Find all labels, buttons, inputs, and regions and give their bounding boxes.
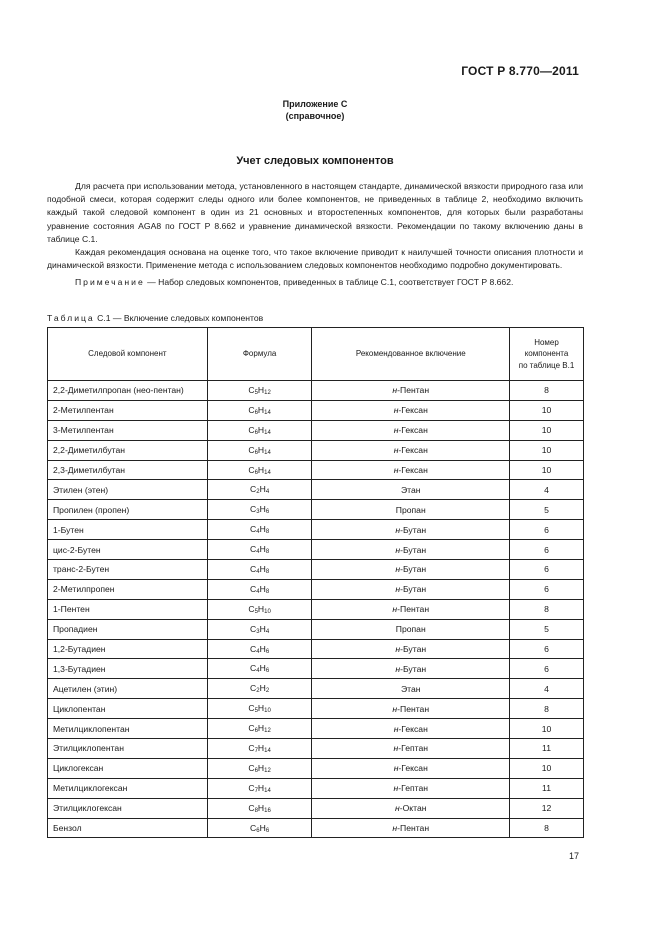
formula-subscript: 2 [256,489,260,496]
component-number: 8 [510,818,584,838]
table-row [48,798,584,818]
recommended-component: -Бутан [400,564,427,575]
formula-element: H [257,742,265,753]
table-header-row [48,328,584,381]
component-name: Метилциклогексан [48,778,208,798]
formula-subscript: 4 [256,588,260,595]
recommended-inclusion [312,659,510,679]
component-name: Циклогексан [48,758,208,778]
note-label: Примечание [75,277,145,288]
component-number: 12 [510,798,584,818]
table-row [48,619,584,639]
table-row [48,818,584,838]
table-row [48,460,584,480]
formula-subscript: 6 [256,827,260,834]
formula-subscript: 5 [254,389,258,396]
header-number-line: по таблице В.1 [518,360,575,370]
formula-element: H [259,683,266,694]
formula-element: H [257,444,265,455]
table-row [48,679,584,699]
recommended-inclusion [312,500,510,520]
recommended-prefix: н [395,524,401,535]
component-number: 4 [510,679,584,699]
formula-element: C [250,484,257,495]
table-row [48,599,584,619]
table-row [48,719,584,739]
component-name: 1-Пентен [48,599,208,619]
component-name: Пропадиен [48,619,208,639]
component-name: 2,3-Диметилбутан [48,460,208,480]
formula-subscript: 6 [254,449,258,456]
body-text [47,180,583,290]
component-name: цис-2-Бутен [48,540,208,560]
recommended-component: -Гексан [398,763,428,774]
recommended-prefix: н [395,584,401,595]
recommended-component: Этан [400,484,421,495]
component-number: 10 [510,440,584,460]
formula-element: H [257,703,265,714]
recommended-inclusion [312,420,510,440]
component-formula [207,619,312,639]
component-formula [207,560,312,580]
table-row [48,659,584,679]
formula-element: C [248,384,255,395]
formula-subscript: 14 [264,429,271,436]
recommended-prefix: н [395,803,400,814]
table-caption [47,313,263,323]
formula-subscript: 5 [254,708,258,715]
recommended-inclusion [312,540,510,560]
recommended-component: -Бутан [400,524,427,535]
recommended-component: -Пентан [397,604,430,615]
component-name: Ацетилен (этин) [48,679,208,699]
component-formula [207,679,312,699]
formula-element: H [259,623,266,634]
formula-subscript: 8 [265,529,270,536]
recommended-inclusion [312,520,510,540]
table-row [48,400,584,420]
formula-subscript: 6 [265,668,270,675]
component-number: 10 [510,758,584,778]
formula-subscript: 6 [265,648,270,655]
component-number: 6 [510,579,584,599]
recommended-component: -Пентан [397,823,430,834]
recommended-prefix: н [395,663,401,674]
formula-subscript: 8 [254,807,258,814]
formula-element: C [248,603,255,614]
component-name: 2-Метилпропен [48,579,208,599]
component-name: 3-Метилпентан [48,420,208,440]
component-name: 2,2-Диметилбутан [48,440,208,460]
recommended-component: -Пентан [397,703,430,714]
recommended-inclusion [312,778,510,798]
recommended-component: -Бутан [400,644,427,655]
recommended-prefix: н [395,644,401,655]
component-name: Циклопентан [48,699,208,719]
component-number: 4 [510,480,584,500]
note [47,276,583,289]
component-name: Этилен (этен) [48,480,208,500]
formula-subscript: 14 [264,409,271,416]
formula-subscript: 7 [254,787,258,794]
header-number-line: Номер [534,337,559,347]
formula-subscript: 4 [256,648,260,655]
component-number: 8 [510,381,584,401]
formula-element: H [257,424,265,435]
annex-heading [0,98,630,122]
component-formula [207,520,312,540]
recommended-prefix: н [393,465,399,475]
recommended-component: -Бутан [400,663,427,674]
formula-element: H [259,563,266,574]
formula-subscript: 4 [256,668,260,675]
recommended-prefix: н [392,823,398,834]
formula-element: C [248,404,255,415]
component-number: 11 [510,778,584,798]
formula-element: H [259,504,266,515]
annex-title: Приложение С [282,99,348,109]
formula-element: C [248,424,255,435]
formula-subscript: 4 [256,549,260,556]
formula-element: H [259,643,266,654]
formula-subscript: 6 [254,767,258,774]
table-row [48,560,584,580]
recommended-component: -Гексан [398,723,428,734]
trace-components-table [47,327,584,838]
recommended-prefix: н [395,544,401,555]
table-row [48,440,584,460]
formula-element: H [259,524,266,535]
formula-subscript: 6 [254,728,258,735]
component-number: 5 [510,619,584,639]
component-formula [207,758,312,778]
recommended-prefix: н [393,405,399,416]
component-number: 10 [510,400,584,420]
formula-subscript: 5 [254,608,258,615]
formula-subscript: 14 [264,787,271,794]
recommended-prefix: н [392,385,398,396]
component-formula [207,540,312,560]
formula-subscript: 12 [264,767,271,774]
component-formula [207,480,312,500]
formula-element: H [257,384,265,395]
formula-element: C [250,563,257,574]
formula-subscript: 6 [254,409,258,416]
recommended-inclusion [312,758,510,778]
formula-element: C [248,742,255,753]
formula-element: C [248,762,255,773]
formula-element: C [250,623,257,634]
recommended-component: -Гексан [398,405,428,416]
recommended-inclusion [312,619,510,639]
table-row [48,579,584,599]
component-number: 5 [510,500,584,520]
paragraph: Для расчета при использовании метода, установленного в настоящем стандарте, динамической вязкости природного газа или подобной смеси, которая содержит следы одного или более компонентов, не приведенных в таблице 2, необходимо включить каждый такой следовой компонент в один из 21 основных и второстепенных компонентов, для которых были разработаны уравнение состояния AGA8 по ГОСТ Р 8.662 и уравнение динамической вязкости. Рекомендации по такому включению даны в таблице С.1. [47,181,583,244]
component-name: транс-2-Бутен [48,560,208,580]
formula-subscript: 4 [265,628,270,635]
component-name: Метилциклопентан [48,719,208,739]
component-formula [207,460,312,480]
formula-element: H [257,762,265,773]
recommended-inclusion [312,480,510,500]
formula-subscript: 14 [264,449,271,456]
component-formula [207,400,312,420]
formula-element: C [248,444,255,455]
component-formula [207,739,312,759]
component-number: 10 [510,460,584,480]
component-formula [207,599,312,619]
recommended-prefix: н [393,783,399,794]
recommended-inclusion [312,679,510,699]
formula-element: C [250,663,257,674]
recommended-prefix: н [393,445,399,456]
paragraph: Каждая рекомендация основана на оценке того, что такое включение приводит к наилучшей точности описания плотности и динамической вязкости. Применение метода с использованием следовых компонентов необходимо подробно документировать. [47,247,583,271]
recommended-component: -Гексан [398,445,428,456]
recommended-prefix: н [393,763,399,774]
header-recommended: Рекомендованное включение [312,328,510,381]
header-component: Следовой компонент [48,328,208,381]
formula-subscript: 2 [256,688,260,695]
formula-element: C [248,723,255,734]
recommended-inclusion [312,460,510,480]
formula-subscript: 6 [265,827,270,834]
formula-element: H [257,404,265,415]
formula-element: C [248,464,255,475]
formula-subscript: 16 [264,807,271,814]
formula-element: H [257,782,265,793]
recommended-inclusion [312,579,510,599]
table-row [48,480,584,500]
recommended-component: -Гептан [398,743,428,754]
component-number: 6 [510,520,584,540]
formula-element: H [259,663,266,674]
component-formula [207,420,312,440]
component-name: 1,3-Бутадиен [48,659,208,679]
recommended-prefix: н [393,425,399,436]
recommended-component: -Гексан [398,465,428,475]
component-number: 6 [510,540,584,560]
recommended-component: -Бутан [400,584,427,595]
formula-subscript: 3 [256,509,260,516]
header-formula: Формула [207,328,312,381]
formula-subscript: 10 [264,708,271,715]
formula-element: C [248,703,255,714]
standard-code: ГОСТ Р 8.770—2011 [461,64,579,78]
component-number: 6 [510,659,584,679]
recommended-prefix: н [393,723,399,734]
component-formula [207,719,312,739]
component-formula [207,699,312,719]
table-row [48,699,584,719]
formula-subscript: 6 [254,429,258,436]
formula-element: H [259,484,266,495]
table-row [48,520,584,540]
formula-element: H [259,583,266,594]
formula-element: C [250,544,257,555]
header-number-line: компонента [524,349,569,359]
formula-subscript: 12 [264,389,271,396]
recommended-prefix: н [393,743,399,754]
formula-subscript: 6 [254,469,258,476]
component-formula [207,798,312,818]
component-formula [207,381,312,401]
component-formula [207,500,312,520]
recommended-component: Пропан [395,624,426,635]
recommended-prefix: н [392,604,398,615]
formula-element: H [259,822,266,833]
formula-subscript: 14 [264,747,271,754]
recommended-inclusion [312,381,510,401]
formula-subscript: 12 [264,728,271,735]
formula-element: C [248,782,255,793]
recommended-inclusion [312,400,510,420]
component-formula [207,639,312,659]
formula-subscript: 14 [264,469,271,476]
formula-element: C [250,683,257,694]
component-name: 2-Метилпентан [48,400,208,420]
formula-subscript: 7 [254,747,258,754]
recommended-inclusion [312,560,510,580]
formula-element: C [250,524,257,535]
component-name: 2,2-Диметилпропан (нео-пентан) [48,381,208,401]
component-name: Пропилен (пропен) [48,500,208,520]
table-caption-label: Таблица [47,313,95,323]
formula-element: C [250,504,257,515]
table-row [48,639,584,659]
formula-subscript: 10 [264,608,271,615]
recommended-inclusion [312,599,510,619]
table-row [48,540,584,560]
formula-subscript: 3 [256,628,260,635]
table-row [48,778,584,798]
formula-subscript: 6 [265,509,270,516]
component-number: 6 [510,639,584,659]
recommended-component: -Гексан [398,425,428,436]
formula-element: C [250,822,257,833]
formula-subscript: 4 [256,529,260,536]
formula-subscript: 8 [265,568,270,575]
formula-element: C [250,583,257,594]
formula-element: H [257,723,265,734]
recommended-inclusion [312,699,510,719]
recommended-prefix: н [392,703,398,714]
component-name: Бензол [48,818,208,838]
formula-element: C [248,802,255,813]
recommended-component: -Октан [399,803,427,814]
formula-subscript: 2 [265,688,270,695]
formula-subscript: 8 [265,549,270,556]
recommended-inclusion [312,798,510,818]
table-row [48,500,584,520]
recommended-inclusion [312,739,510,759]
component-name: Этилциклопентан [48,739,208,759]
recommended-component: Этан [400,683,421,694]
recommended-component: -Бутан [400,544,427,555]
formula-subscript: 4 [265,489,270,496]
component-name: Этилциклогексан [48,798,208,818]
recommended-component: -Гептан [398,783,428,794]
recommended-component: -Пентан [397,385,430,396]
recommended-component: Пропан [395,504,426,515]
formula-element: H [259,544,266,555]
recommended-inclusion [312,719,510,739]
component-number: 10 [510,420,584,440]
page-number: 17 [568,851,579,861]
annex-status: (справочное) [285,111,345,121]
header-number [510,328,584,381]
component-number: 8 [510,599,584,619]
component-formula [207,440,312,460]
table-row [48,381,584,401]
component-name: 1,2-Бутадиен [48,639,208,659]
component-formula [207,659,312,679]
formula-subscript: 4 [256,568,260,575]
note-text: — Набор следовых компонентов, приведенных в таблице С.1, соответствует ГОСТ Р 8.662. [147,277,514,288]
recommended-inclusion [312,440,510,460]
section-title: Учет следовых компонентов [236,155,394,167]
table-row [48,758,584,778]
formula-element: H [257,802,265,813]
component-name: 1-Бутен [48,520,208,540]
formula-element: H [257,464,265,475]
formula-element: C [250,643,257,654]
recommended-inclusion [312,639,510,659]
table-row [48,739,584,759]
component-number: 6 [510,560,584,580]
component-number: 11 [510,739,584,759]
table-caption-text: С.1 — Включение следовых компонентов [97,313,264,323]
component-number: 8 [510,699,584,719]
component-formula [207,778,312,798]
recommended-inclusion [312,818,510,838]
recommended-prefix: н [395,564,401,575]
component-formula [207,818,312,838]
formula-element: H [257,603,265,614]
table-row [48,420,584,440]
component-formula [207,579,312,599]
component-number: 10 [510,719,584,739]
formula-subscript: 8 [265,588,270,595]
